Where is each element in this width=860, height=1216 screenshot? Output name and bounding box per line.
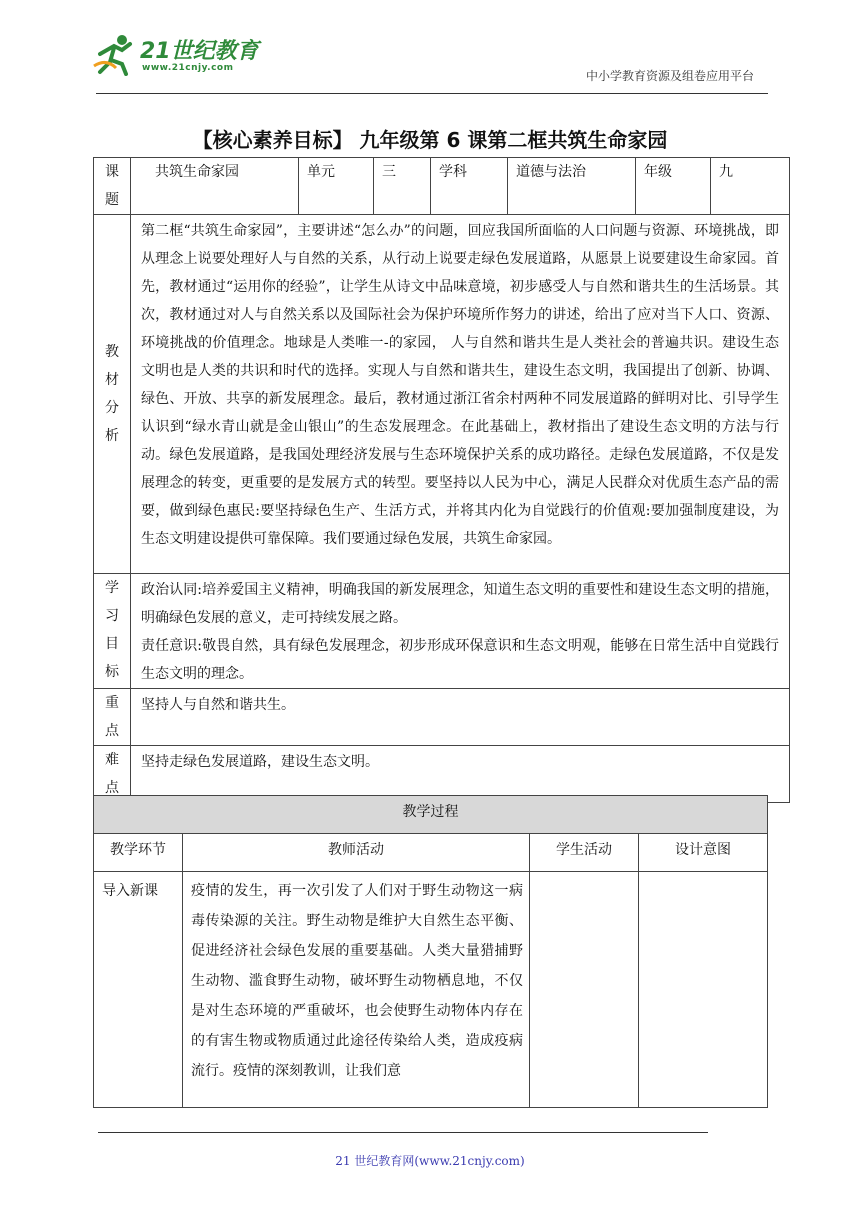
analysis-label: 教 材 分 析 bbox=[94, 215, 131, 574]
goals-row bbox=[94, 574, 790, 689]
process-title: 教学过程 bbox=[94, 796, 768, 834]
header-teacher: 教师活动 bbox=[183, 834, 530, 872]
goals-text bbox=[131, 574, 790, 689]
platform-name: 中小学教育资源及组卷应用平台 bbox=[585, 69, 754, 83]
unit-label: 单元 bbox=[299, 158, 374, 215]
header-intent: 设计意图 bbox=[639, 834, 768, 872]
course-value: 共筑生命家园 bbox=[131, 158, 299, 215]
difficulty-label: 难 点 bbox=[94, 746, 131, 803]
header-stage: 教学环节 bbox=[94, 834, 183, 872]
teacher-activity-cell: 疫情的发生，再一次引发了人们对于野生动物这一病毒传染源的关注。野生动物是维护大自然生态平衡、促进经济社会绿色发展的重要基础。人类大量猎捕野生动物、滥食野生动物，破坏野生动物栖息地，不仅是对生态环境的严重破坏，也会使野生动物体内存在的有害生物或物质通过此途径传染给人类，造成疫病流行。疫情的深刻教训，让我们意 bbox=[183, 872, 530, 1108]
info-row bbox=[94, 158, 790, 215]
process-header-row bbox=[94, 834, 768, 872]
site-logo bbox=[92, 32, 262, 80]
goal-political: 政治认同:培养爱国主义精神，明确我国的新发展理念，知道生态文明的重要性和建设生态文明的措施，明确绿色发展的意义，走可持续发展之路。 bbox=[141, 582, 779, 626]
analysis-row bbox=[94, 215, 790, 574]
difficulty-text: 坚持走绿色发展道路，建设生态文明。 bbox=[131, 746, 790, 803]
stage-cell: 导入新课 bbox=[94, 872, 183, 1108]
student-activity-cell bbox=[530, 872, 639, 1108]
footer-divider bbox=[98, 1132, 708, 1133]
analysis-text: 第二框“共筑生命家园”，主要讲述“怎么办”的问题，回应我国所面临的人口问题与资源、环境挑战，即从理念上说要处理好人与自然的关系，从行动上说要走绿色发展道路，从愿景上说要建设生命家园。首先，教材通过“运用你的经验”，让学生从诗文中品味意境，初步感受人与自然和谐共生的生活场景。其次，教材通过对人与自然关系以及国际社会为保护环境所作努力的讲述，给出了应对当下人口、资源、环境挑战的价值理念。地球是人类唯一-的家园， 人与自然和谐共生是人类社会的普遍共识。建设生态文明也是人类的共识和时代的选择。实现人与自然和谐共生，建设生态文明，我国提出了创新、协调、绿色、开放、共享的新发展理念。最后，教材通过浙江省余村两种不同发展道路的鲜明对比、引导学生认识到“绿水青山就是金山银山”的生态发展理念。在此基础上，教材指出了建设生态文明的方法与行动。绿色发展道路，是我国处理经济发展与生态环境保护关系的成功路径。走绿色发展道路，不仅是发展理念的转变，更重要的是发展方式的转型。要坚持以人民为中心，满足人民群众对优质生态产品的需要，做到绿色惠民:要坚持绿色生产、生活方式，并将其内化为自觉践行的价值观:要加强制度建设，为生态文明建设提供可靠保障。我们要通过绿色发展，共筑生命家园。 bbox=[131, 215, 790, 574]
lesson-info-table bbox=[93, 157, 790, 803]
runner-logo-icon bbox=[92, 32, 138, 76]
course-label: 课 题 bbox=[94, 158, 131, 215]
process-title-row bbox=[94, 796, 768, 834]
grade-value: 九 bbox=[711, 158, 790, 215]
key-row bbox=[94, 689, 790, 746]
unit-value: 三 bbox=[374, 158, 431, 215]
footer-link[interactable]: 21 世纪教育网(www.21cnjy.com) bbox=[335, 1154, 525, 1168]
goal-responsibility: 责任意识:敬畏自然，具有绿色发展理念，初步形成环保意识和生态文明观，能够在日常生活中自觉践行生态文明的理念。 bbox=[141, 638, 779, 682]
design-intent-cell bbox=[639, 872, 768, 1108]
subject-value: 道德与法治 bbox=[508, 158, 636, 215]
subject-label: 学科 bbox=[431, 158, 508, 215]
teaching-process-table bbox=[93, 795, 768, 1108]
goals-label: 学 习 目 标 bbox=[94, 574, 131, 689]
key-text: 坚持人与自然和谐共生。 bbox=[131, 689, 790, 746]
document-title: 【核心素养目标】 九年级第 6 课第二框共筑生命家园 bbox=[192, 128, 668, 152]
header-student: 学生活动 bbox=[530, 834, 639, 872]
difficulty-row bbox=[94, 746, 790, 803]
logo-text: 21世纪教育 bbox=[140, 39, 259, 64]
logo-url: www.21cnjy.com bbox=[142, 63, 234, 73]
table-row bbox=[94, 872, 768, 1108]
header-divider bbox=[96, 93, 768, 94]
grade-label: 年级 bbox=[636, 158, 711, 215]
key-label: 重 点 bbox=[94, 689, 131, 746]
